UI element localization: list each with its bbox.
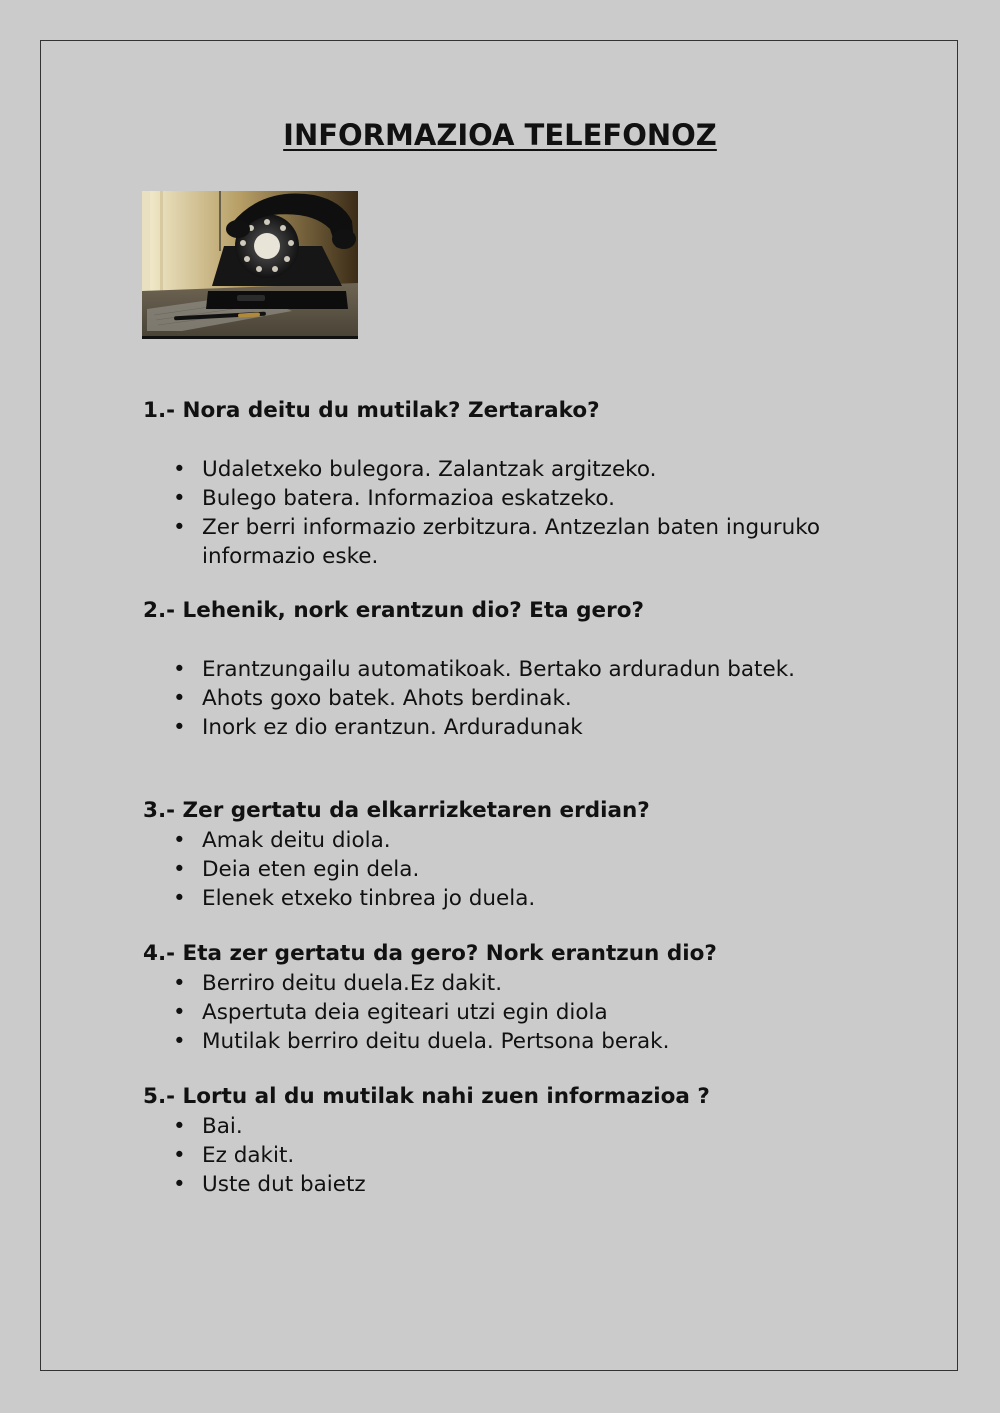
question-1-options [202, 455, 882, 571]
option: • Zer berri informazio zerbitzura. Antzezlan baten inguruko informazio eske. [202, 513, 882, 571]
question-2-options [202, 655, 882, 742]
question-2: 2.- Lehenik, nork erantzun dio? Eta gero? [143, 598, 644, 623]
option: • Uste dut baietz [202, 1170, 882, 1199]
option: • Aspertuta deia egiteari utzi egin diola [202, 998, 882, 1027]
option: • Berriro deitu duela.Ez dakit. [202, 969, 882, 998]
page-title: INFORMAZIOA TELEFONOZ [283, 118, 717, 152]
option: • Udaletxeko bulegora. Zalantzak argitzeko. [202, 455, 882, 484]
rotary-telephone-photo [142, 191, 358, 339]
question-4: 4.- Eta zer gertatu da gero? Nork erantzun dio? [143, 941, 717, 966]
question-4-options [202, 969, 882, 1056]
question-5: 5.- Lortu al du mutilak nahi zuen informazioa ? [143, 1084, 710, 1109]
option: • Bai. [202, 1112, 882, 1141]
option: • Erantzungailu automatikoak. Bertako arduradun batek. [202, 655, 882, 684]
option: • Amak deitu diola. [202, 826, 882, 855]
question-3-options [202, 826, 882, 913]
option: • Inork ez dio erantzun. Arduradunak [202, 713, 882, 742]
option: • Elenek etxeko tinbrea jo duela. [202, 884, 882, 913]
option: • Ahots goxo batek. Ahots berdinak. [202, 684, 882, 713]
option: • Bulego batera. Informazioa eskatzeko. [202, 484, 882, 513]
question-3: 3.- Zer gertatu da elkarrizketaren erdian? [143, 798, 650, 823]
question-5-options [202, 1112, 882, 1199]
option: • Ez dakit. [202, 1141, 882, 1170]
question-1: 1.- Nora deitu du mutilak? Zertarako? [143, 398, 600, 423]
option: • Mutilak berriro deitu duela. Pertsona berak. [202, 1027, 882, 1056]
option: • Deia eten egin dela. [202, 855, 882, 884]
